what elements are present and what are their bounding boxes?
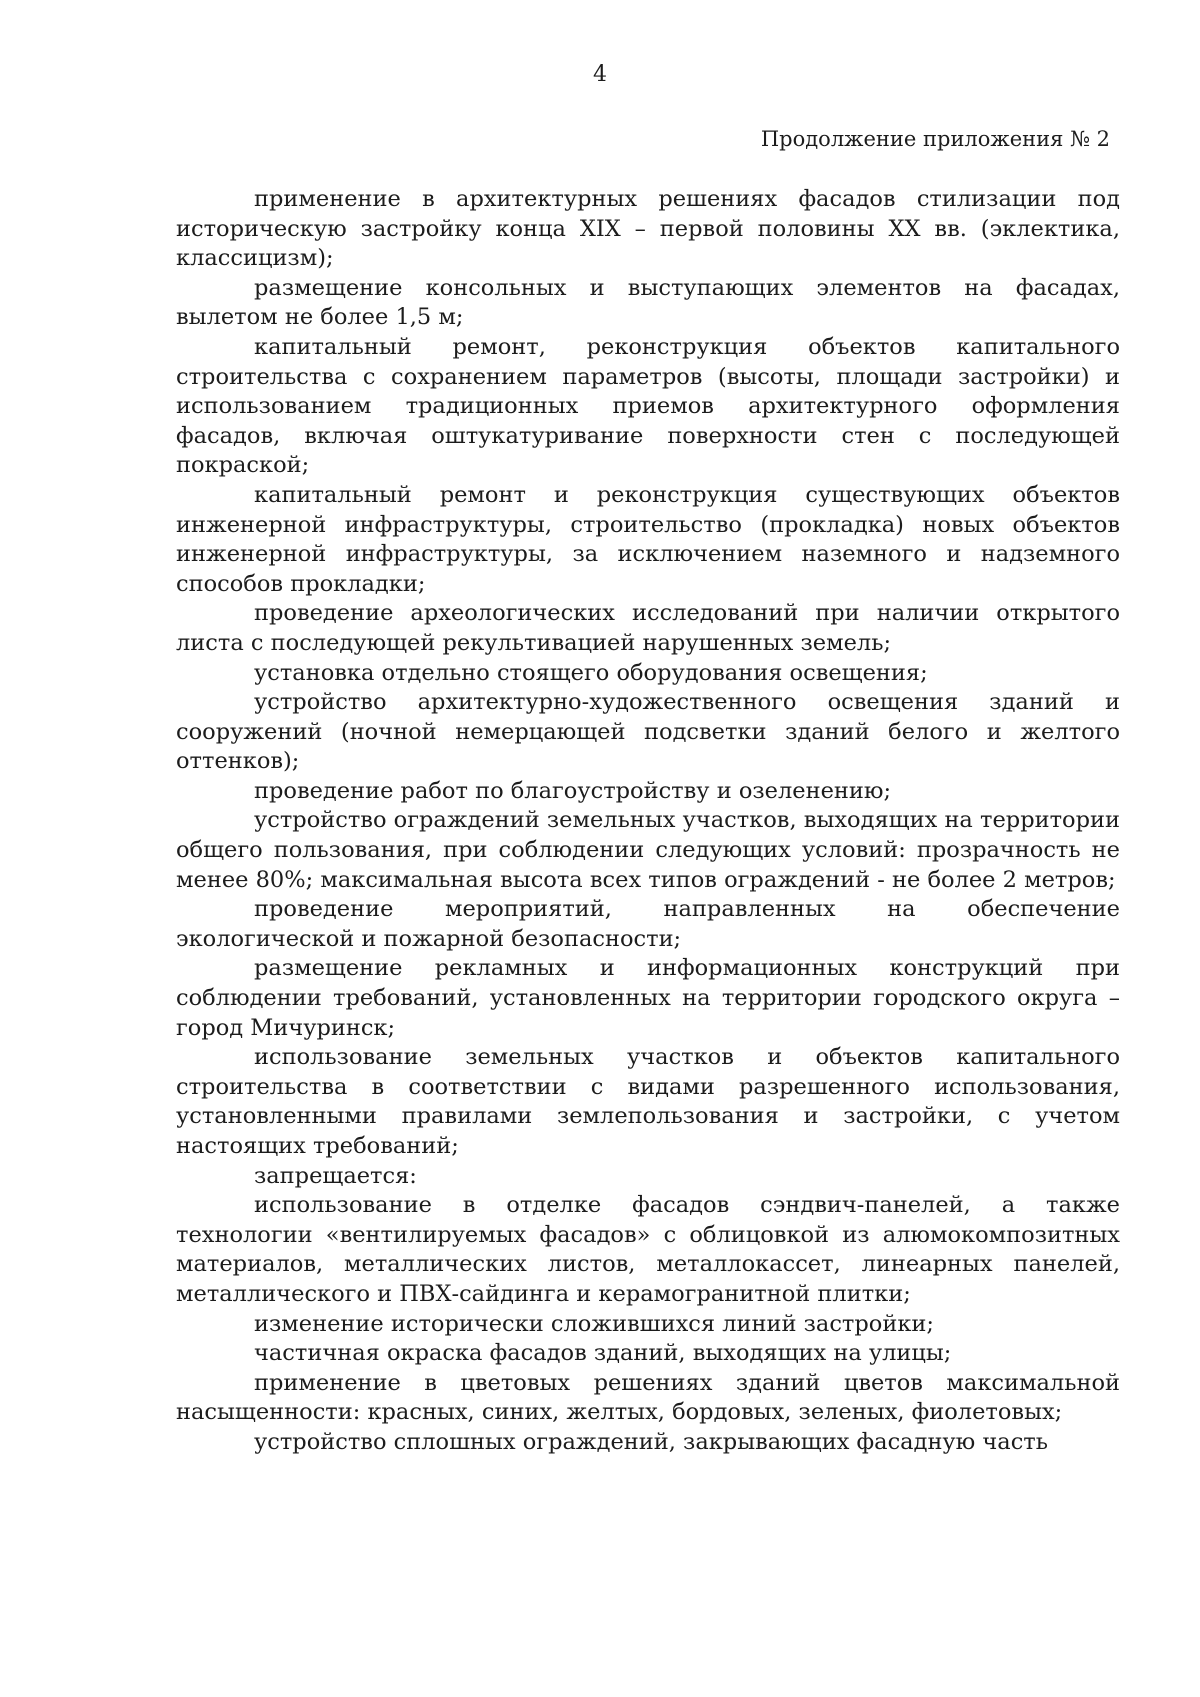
paragraph: размещение консольных и выступающих элементов на фасадах, вылетом не более 1,5 м;: [176, 274, 1120, 331]
paragraph: капитальный ремонт, реконструкция объектов капитального строительства с сохранением параметров (высоты, площади застройки) и использованием традиционных приемов архитектурного оформления фасадов, включая оштукатуривание поверхности стен с последующей покраской;: [176, 333, 1120, 479]
paragraph: размещение рекламных и информационных конструкций при соблюдении требований, установленных на территории городского округа – город Мичуринск;: [176, 955, 1120, 1041]
paragraph: запрещается:: [254, 1162, 417, 1189]
paragraph: частичная окраска фасадов зданий, выходящих на улицы;: [254, 1340, 952, 1367]
paragraph: проведение археологических исследований при наличии открытого листа с последующей рекультивацией нарушенных земель;: [176, 600, 1120, 656]
paragraph: проведение работ по благоустройству и озеленению;: [254, 777, 892, 804]
paragraph: устройство архитектурно-художественного освещения зданий и сооружений (ночной немерцающей подсветки зданий белого и желтого оттенков);: [176, 689, 1120, 775]
paragraph: устройство сплошных ограждений, закрывающих фасадную часть: [254, 1428, 1049, 1455]
paragraph: использование земельных участков и объектов капитального строительства в соответствии с видами разрешенного использования, установленными правилами землепользования и застройки, с учетом настоящих требований;: [176, 1044, 1120, 1159]
paragraph: изменение исторически сложившихся линий застройки;: [254, 1310, 934, 1337]
paragraph: устройство ограждений земельных участков, выходящих на территории общего пользования, при соблюдении следующих условий: прозрачность не менее 80%; максимальная высота всех типов ограждений - не более 2 метров;: [176, 807, 1120, 893]
document-body: [176, 185, 1120, 1458]
page-number: 4: [593, 62, 607, 87]
paragraph: применение в архитектурных решениях фасадов стилизации под историческую застройку конца XIX – первой половины XX вв. (эклектика, классицизм);: [176, 186, 1120, 272]
paragraph: капитальный ремонт и реконструкция существующих объектов инженерной инфраструктуры, строительство (прокладка) новых объектов инженерной инфраструктуры, за исключением наземного и надземного способов прокладки;: [176, 481, 1120, 597]
paragraph: установка отдельно стоящего оборудования освещения;: [254, 659, 928, 686]
paragraph: применение в цветовых решениях зданий цветов максимальной насыщенности: красных, синих, желтых, бордовых, зеленых, фиолетовых;: [176, 1369, 1120, 1426]
paragraph: использование в отделке фасадов сэндвич-панелей, а также технологии «вентилируемых фасадов» с облицовкой из алюмокомпозитных материалов, металлических листов, металлокассет, линеарных панелей, металлического и ПВХ-сайдинга и керамогранитной плитки;: [176, 1192, 1120, 1307]
annex-header: Продолжение приложения № 2: [760, 127, 1110, 151]
paragraph: проведение мероприятий, направленных на обеспечение экологической и пожарной безопасности;: [176, 896, 1120, 952]
